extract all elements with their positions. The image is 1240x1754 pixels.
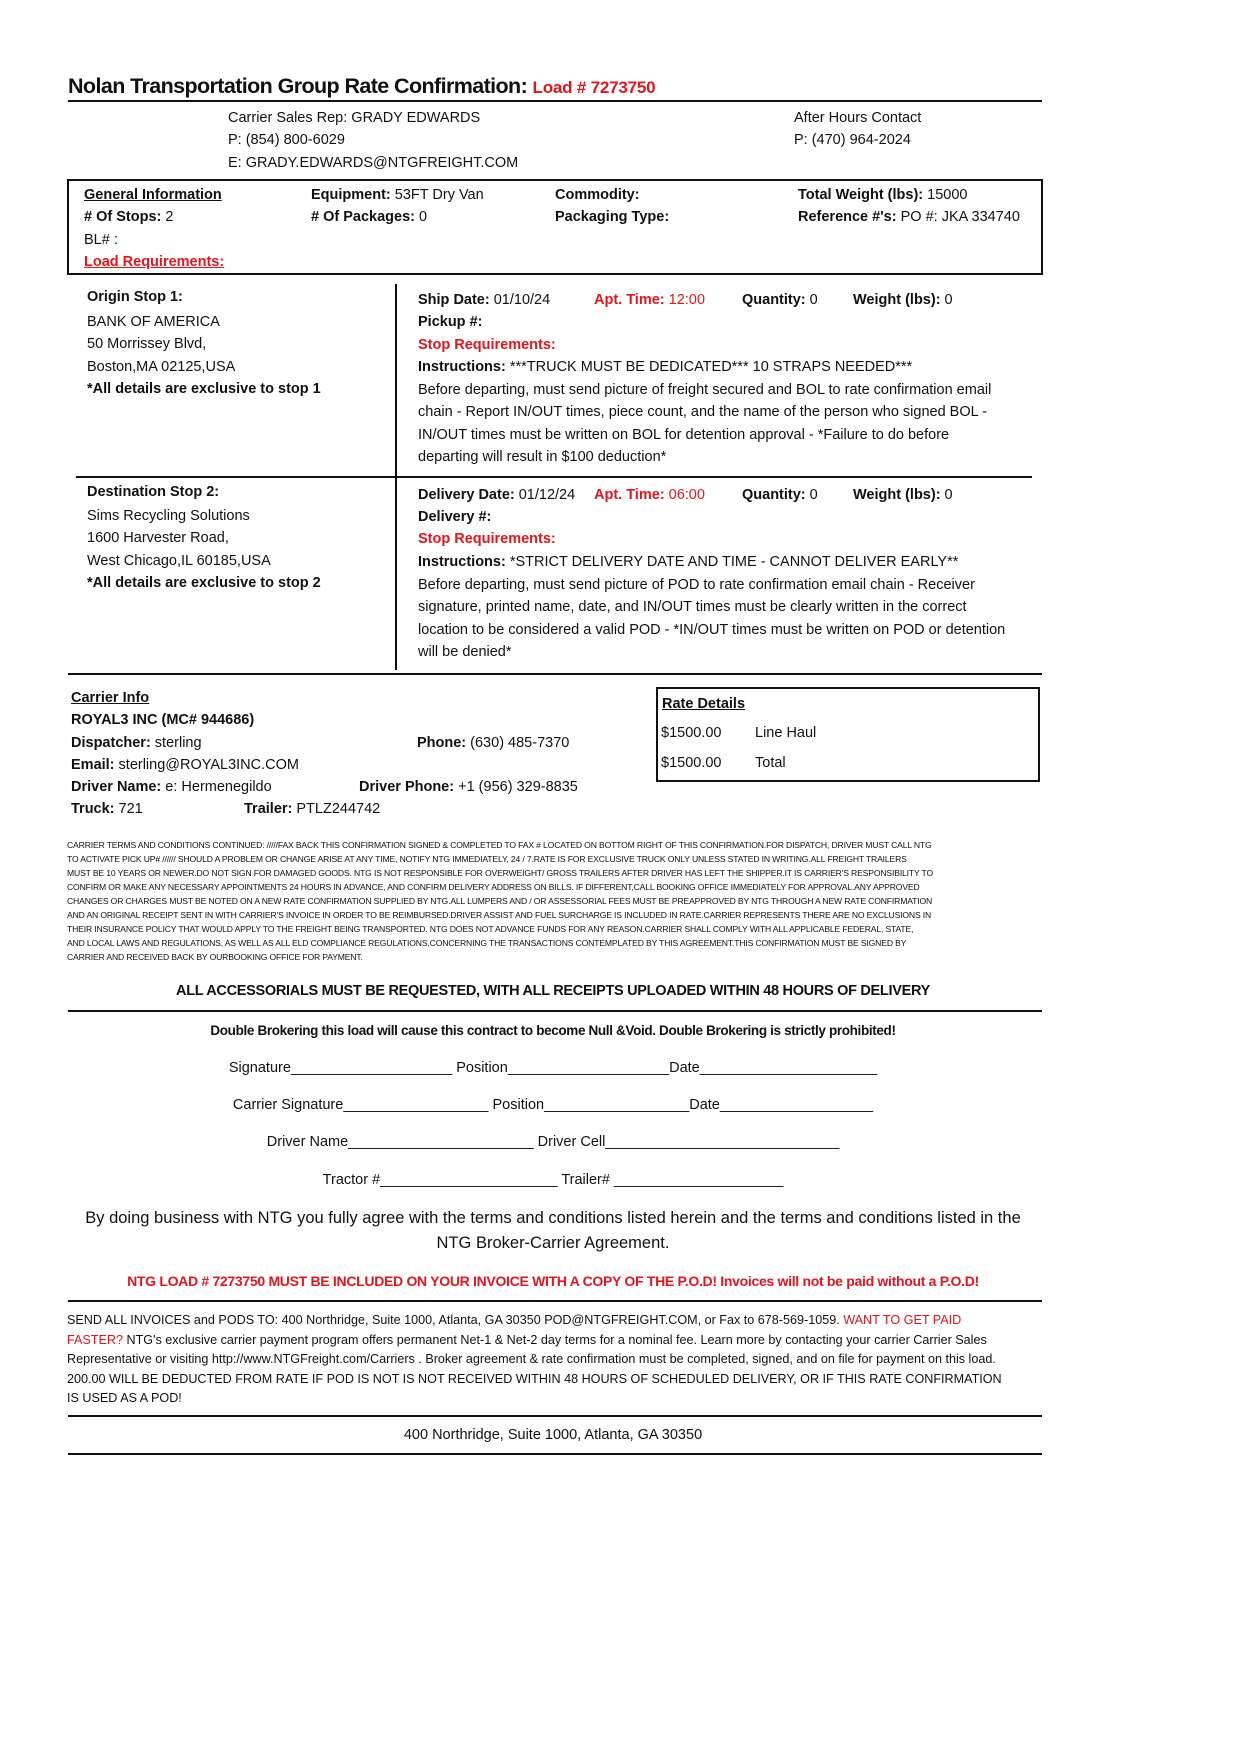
invoice-instructions — [67, 1311, 1052, 1409]
destination-quantity-value: 0 — [805, 487, 818, 503]
driver-name-field — [71, 779, 272, 795]
stops-field — [84, 209, 173, 225]
dispatcher-label: Dispatcher: — [71, 735, 151, 751]
sales-rep: Carrier Sales Rep: GRADY EDWARDS — [228, 110, 481, 126]
after-hours-label: After Hours Contact — [794, 110, 922, 126]
equipment-value: 53FT Dry Van — [390, 187, 484, 203]
origin-instructions-line3: chain - Report IN/OUT times, piece count, and the name of the person who signed BOL - — [418, 404, 988, 420]
packages-value: 0 — [414, 209, 428, 225]
destination-weight-label: Weight (lbs): — [853, 487, 941, 503]
destination-apt-value: 06:00 — [664, 487, 705, 503]
driver-info-line[interactable]: Driver Name_______________________ Driver Cell_____________________________ — [266, 1134, 840, 1150]
carrier-signature-line[interactable]: Carrier Signature__________________ Position__________________Date___________________ — [232, 1097, 874, 1113]
terms-line: CHANGES OR CHARGES MUST BE NOTED ON A NEW RATE CONFIRMATION SUPPLIED BY NTG.ALL LUMPERS AND / OR ASSESSORIAL FEES MUST BE PREAPPROVED BY NTG THROUGH A NEW RATE CONFIRMATION — [67, 896, 933, 906]
terms-line: CARRIER TERMS AND CONDITIONS CONTINUED: /////FAX BACK THIS CONFIRMATION SIGNED & COMPLETED TO FAX # LOCATED ON BOTTOM RIGHT OF THIS CONFIRMATION.FOR DISPATCH, DRIVER MUST CALL NTG — [67, 840, 932, 850]
invoice-line5: IS USED AS A POD! — [67, 1391, 182, 1405]
destination-instructions-line4: location to be considered a valid POD - *IN/OUT times must be written on POD or detention — [418, 622, 1006, 638]
load-number: Load # 7273750 — [532, 78, 656, 97]
title-text: Nolan Transportation Group Rate Confirmation: — [68, 74, 528, 98]
truck-field — [71, 801, 143, 817]
origin-address-line1: 50 Morrissey Blvd, — [87, 336, 207, 352]
origin-name: BANK OF AMERICA — [87, 314, 220, 330]
invoice-line4: 200.00 WILL BE DEDUCTED FROM RATE IF POD IS NOT IS NOT RECEIVED WITHIN 48 HOURS OF SCHEDULED DELIVERY, OR IF THIS RATE CONFIRMATION — [67, 1371, 1002, 1386]
destination-apt-label: Apt. Time: — [594, 487, 665, 503]
rate-row-1-amount: $1500.00 — [661, 725, 722, 741]
general-info-heading: General Information — [84, 187, 222, 203]
driver-name-label: Driver Name: — [71, 779, 162, 795]
sales-email: E: GRADY.EDWARDS@NTGFREIGHT.COM — [228, 155, 519, 171]
invoice-line2-text: NTG's exclusive carrier payment program offers permanent Net-1 & Net-2 day terms for a nominal fee. Learn more by contacting your carrier Carrier Sales — [123, 1332, 987, 1347]
sales-phone: P: (854) 800-6029 — [228, 132, 345, 148]
destination-instructions-line3: signature, printed name, date, and IN/OUT times must be clearly written in the correct — [418, 599, 967, 615]
origin-weight-label: Weight (lbs): — [853, 292, 941, 308]
stops-bottom-rule — [68, 673, 1042, 675]
rate-row-1-desc: Line Haul — [755, 725, 817, 741]
destination-quantity-label: Quantity: — [742, 487, 806, 503]
truck-label: Truck: — [71, 801, 115, 817]
dispatcher-field — [71, 735, 202, 751]
invoice-line2 — [67, 1331, 1052, 1351]
invoice-line1-red: WANT TO GET PAID — [839, 1313, 962, 1327]
destination-instructions-line2: Before departing, must send picture of POD to rate confirmation email chain - Receiver — [418, 577, 975, 593]
destination-instructions-line5: will be denied* — [418, 644, 512, 660]
packages-field — [311, 209, 427, 225]
origin-instructions-line4: IN/OUT times must be written on BOL for detention approval - *Failure to do before — [418, 427, 950, 443]
origin-quantity-field — [742, 292, 818, 308]
terms-line: CARRIER AND RECEIVED BACK BY OURBOOKING OFFICE FOR PAYMENT. — [67, 952, 363, 962]
carrier-email-field — [71, 757, 299, 773]
ship-date-field — [418, 292, 550, 308]
origin-instructions — [418, 359, 912, 375]
rate-details-heading: Rate Details — [662, 696, 746, 712]
stop-separator — [76, 476, 1032, 478]
equipment-label: Equipment: — [311, 187, 391, 203]
terms-line: AND AN ORIGINAL RECEIPT SENT IN WITH CARRIER'S INVOICE IN ORDER TO BE REIMBURSED.DRIVER ASSIST AND FUEL SURCHARGE IS INCLUDED IN RATE.CARRIER REPRESENTS THERE ARE NO EXCLUSIONS IN — [67, 910, 932, 920]
commodity-label: Commodity: — [555, 187, 640, 203]
destination-quantity-field — [742, 487, 818, 503]
terms-line: MUST BE 10 YEARS OR NEWER.DO NOT SIGN FOR DAMAGED GOODS. NTG IS NOT RESPONSIBLE FOR OVERWEIGHT/ GROSS TRAILERS AFTER DRIVER HAS LEFT THE SHIPPER.IT IS CARRIER'S RESPONSIBILITY TO — [67, 868, 934, 878]
carrier-email-value: sterling@ROYAL3INC.COM — [114, 757, 299, 773]
load-requirements-label: Load Requirements: — [84, 254, 225, 270]
terms-line: CONFIRM OR MAKE ANY NECESSARY APPOINTMENTS 24 HOURS IN ADVANCE, AND CONFIRM DELIVERY ADDRESS ON BILLS. IF DIFFERENT,CALL BOOKING OFFICE IMMEDIATELY FOR APPROVAL.ANY APPROVED — [67, 882, 920, 892]
origin-stop-requirements-label: Stop Requirements: — [418, 337, 556, 353]
packaging-type-label: Packaging Type: — [555, 209, 670, 225]
carrier-phone-field — [417, 735, 569, 751]
destination-instructions-label: Instructions: — [418, 554, 506, 570]
carrier-name: ROYAL3 INC (MC# 944686) — [71, 712, 255, 728]
origin-instructions-label: Instructions: — [418, 359, 506, 375]
origin-weight-field — [853, 292, 953, 308]
total-weight-field — [798, 187, 967, 203]
trailer-label: Trailer: — [244, 801, 293, 817]
origin-instructions-line5: departing will result in $100 deduction* — [418, 449, 667, 465]
tractor-trailer-line[interactable]: Tractor #______________________ Trailer# _____________________ — [322, 1172, 784, 1188]
terms-line: THEIR INSURANCE POLICY THAT WOULD APPLY TO THE FREIGHT BEING TRANSPORTED. NTG DOES NOT ADVANCE FUNDS FOR ANY REASON.CARRIER SHALL COMPLY WITH ALL APPLICABLE FEDERAL, STATE, — [67, 924, 914, 934]
bl-label: BL# : — [84, 232, 118, 248]
driver-phone-label: Driver Phone: — [359, 779, 455, 795]
invoice-line3: Representative or visiting http://www.NTGFreight.com/Carriers . Broker agreement & rate confirmation must be completed, signed, and on file for payment on this load. — [67, 1352, 996, 1366]
trailer-field — [244, 801, 380, 817]
pod-notice: NTG LOAD # 7273750 MUST BE INCLUDED ON YOUR INVOICE WITH A COPY OF THE P.O.D! Invoices will not be paid without a P.O.D! — [127, 1273, 979, 1289]
origin-address-line2: Boston,MA 02125,USA — [87, 359, 236, 375]
origin-instructions-line1: ***TRUCK MUST BE DEDICATED*** 10 STRAPS NEEDED*** — [505, 359, 913, 375]
invoice-line1 — [67, 1311, 1052, 1331]
ship-date-label: Ship Date: — [418, 292, 490, 308]
pod-rule — [68, 1300, 1042, 1302]
origin-apt-value: 12:00 — [664, 292, 705, 308]
carrier-phone-value: (630) 485-7370 — [466, 735, 570, 751]
footer-rule — [68, 1453, 1042, 1455]
destination-apt-time-field — [594, 487, 705, 503]
origin-apt-label: Apt. Time: — [594, 292, 665, 308]
destination-weight-field — [853, 487, 953, 503]
driver-name-value: e: Hermenegildo — [161, 779, 272, 795]
destination-name: Sims Recycling Solutions — [87, 508, 250, 524]
origin-weight-value: 0 — [940, 292, 953, 308]
dispatcher-value: sterling — [150, 735, 202, 751]
reference-label: Reference #'s: — [798, 209, 897, 225]
trailer-value: PTLZ244742 — [292, 801, 381, 817]
origin-instructions-line2: Before departing, must send picture of freight secured and BOL to rate confirmation email — [418, 382, 992, 398]
destination-stop-requirements-label: Stop Requirements: — [418, 531, 556, 547]
carrier-info-heading: Carrier Info — [71, 690, 150, 706]
accessorials-rule — [68, 1010, 1042, 1012]
destination-address-line1: 1600 Harvester Road, — [87, 530, 229, 546]
total-weight-label: Total Weight (lbs): — [798, 187, 924, 203]
terms-and-conditions — [67, 838, 1047, 964]
delivery-date-value: 01/12/24 — [514, 487, 576, 503]
destination-address-line2: West Chicago,IL 60185,USA — [87, 553, 271, 569]
destination-exclusive-note: *All details are exclusive to stop 2 — [87, 575, 321, 591]
packages-label: # Of Packages: — [311, 209, 415, 225]
total-weight-value: 15000 — [923, 187, 968, 203]
accessorials-notice: ALL ACCESSORIALS MUST BE REQUESTED, WITH ALL RECEIPTS UPLOADED WITHIN 48 HOURS OF DELIVERY — [176, 983, 930, 999]
reference-value: PO #: JKA 334740 — [896, 209, 1020, 225]
page-title — [68, 74, 655, 99]
destination-heading: Destination Stop 2: — [87, 484, 220, 500]
ship-date-value: 01/10/24 — [489, 292, 551, 308]
carrier-email-label: Email: — [71, 757, 115, 773]
carrier-phone-label: Phone: — [417, 735, 467, 751]
origin-quantity-value: 0 — [805, 292, 818, 308]
stops-label: # Of Stops: — [84, 209, 162, 225]
rate-row-2-desc: Total — [755, 755, 786, 771]
delivery-date-field — [418, 487, 575, 503]
invoice-line1-text: SEND ALL INVOICES and PODS TO: 400 Northridge, Suite 1000, Atlanta, GA 30350 POD@NTGFREIGHT.COM, or Fax to 678-569-1059. — [67, 1313, 840, 1327]
delivery-date-label: Delivery Date: — [418, 487, 515, 503]
rate-row-2-amount: $1500.00 — [661, 755, 722, 771]
agreement-line2: NTG Broker-Carrier Agreement. — [436, 1234, 670, 1252]
stops-value: 2 — [161, 209, 174, 225]
equipment-field — [311, 187, 484, 203]
signature-line[interactable]: Signature____________________ Position____________________Date______________________ — [228, 1060, 878, 1076]
agreement-line1: By doing business with NTG you fully agree with the terms and conditions listed herein and the terms and conditions listed in the — [85, 1209, 1021, 1227]
after-hours-phone: P: (470) 964-2024 — [794, 132, 911, 148]
double-brokering-notice: Double Brokering this load will cause this contract to become Null &Void. Double Brokering is strictly prohibited! — [210, 1023, 896, 1038]
invoice-rule — [68, 1415, 1042, 1417]
pickup-number-label: Pickup #: — [418, 314, 483, 330]
destination-weight-value: 0 — [940, 487, 953, 503]
terms-line: AND LOCAL LAWS AND REGULATIONS, AS WELL AS ALL ELD COMPLIANCE REGULATIONS,CONCERNING THE TRANSACTIONS CONTEMPLATED BY THIS AGREEMENT.THIS CONFIRMATION MUST BE SIGNED BY — [67, 938, 907, 948]
truck-value: 721 — [114, 801, 143, 817]
driver-phone-value: +1 (956) 329-8835 — [454, 779, 578, 795]
delivery-number-label: Delivery #: — [418, 509, 492, 525]
origin-heading: Origin Stop 1: — [87, 289, 183, 305]
title-rule — [68, 100, 1042, 102]
origin-apt-time-field — [594, 292, 705, 308]
destination-instructions — [418, 554, 958, 570]
reference-field — [798, 209, 1020, 225]
invoice-line2-red: FASTER? — [67, 1332, 123, 1347]
destination-instructions-line1: *STRICT DELIVERY DATE AND TIME - CANNOT DELIVER EARLY** — [505, 554, 959, 570]
origin-exclusive-note: *All details are exclusive to stop 1 — [87, 381, 321, 397]
driver-phone-field — [359, 779, 578, 795]
origin-quantity-label: Quantity: — [742, 292, 806, 308]
footer-address: 400 Northridge, Suite 1000, Atlanta, GA 30350 — [403, 1427, 703, 1443]
terms-line: TO ACTIVATE PICK UP# ////// SHOULD A PROBLEM OR CHANGE ARISE AT ANY TIME, NOTIFY NTG IMMEDIATELY, 24 / 7.RATE IS FOR EXCLUSIVE TRUCK ONLY UNLESS STATED IN WRITING.ALL FREIGHT TRAILERS — [67, 854, 907, 864]
